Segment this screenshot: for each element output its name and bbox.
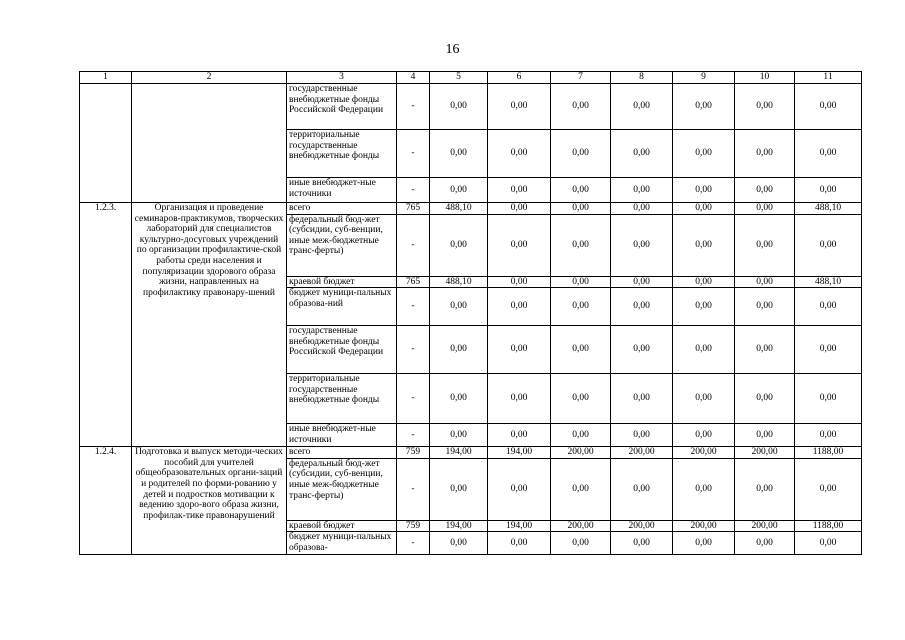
value-cell-c6: 0,00 <box>488 532 551 555</box>
value-cell-c7: 200,00 <box>551 520 611 532</box>
value-cell-c6: 0,00 <box>488 276 551 288</box>
value-cell-c11: 0,00 <box>795 458 862 520</box>
value-cell-c4: 765 <box>397 276 430 288</box>
funding-source: государственные внебюджетные фонды Российской Федерации <box>287 84 397 130</box>
value-cell-c7: 0,00 <box>551 532 611 555</box>
value-cell-c6: 0,00 <box>488 374 551 424</box>
value-cell-c5: 194,00 <box>430 520 488 532</box>
value-cell-c4: - <box>397 84 430 130</box>
value-cell-c6: 0,00 <box>488 203 551 215</box>
value-cell-c10: 0,00 <box>735 458 795 520</box>
value-cell-c6: 0,00 <box>488 84 551 130</box>
value-cell-c8: 0,00 <box>611 288 673 326</box>
budget-table <box>79 71 862 555</box>
value-cell-c5: 0,00 <box>430 178 488 203</box>
value-cell-c10: 0,00 <box>735 374 795 424</box>
header-cell: 8 <box>611 72 673 84</box>
value-cell-c5: 0,00 <box>430 130 488 178</box>
value-cell-c4: - <box>397 374 430 424</box>
value-cell-c6: 0,00 <box>488 288 551 326</box>
value-cell-c6: 0,00 <box>488 214 551 276</box>
value-cell-c7: 0,00 <box>551 424 611 447</box>
value-cell-c4: - <box>397 424 430 447</box>
value-cell-c5: 0,00 <box>430 458 488 520</box>
value-cell-c8: 0,00 <box>611 130 673 178</box>
value-cell-c10: 200,00 <box>735 520 795 532</box>
value-cell-c6: 0,00 <box>488 458 551 520</box>
value-cell-c8: 0,00 <box>611 178 673 203</box>
funding-source: краевой бюджет <box>287 276 397 288</box>
value-cell-c4: - <box>397 178 430 203</box>
value-cell-c4: 765 <box>397 203 430 215</box>
item-code: 1.2.4. <box>80 447 132 555</box>
value-cell-c10: 0,00 <box>735 288 795 326</box>
value-cell-c10: 0,00 <box>735 532 795 555</box>
header-cell: 9 <box>673 72 735 84</box>
funding-source: территориальные государственные внебюджетные фонды <box>287 374 397 424</box>
funding-source: всего <box>287 203 397 215</box>
value-cell-c7: 0,00 <box>551 374 611 424</box>
item-name <box>132 84 287 203</box>
value-cell-c7: 0,00 <box>551 458 611 520</box>
value-cell-c6: 0,00 <box>488 130 551 178</box>
table-row <box>80 203 862 215</box>
header-cell: 6 <box>488 72 551 84</box>
value-cell-c6: 0,00 <box>488 326 551 374</box>
value-cell-c11: 0,00 <box>795 424 862 447</box>
value-cell-c5: 488,10 <box>430 276 488 288</box>
value-cell-c11: 0,00 <box>795 288 862 326</box>
value-cell-c9: 0,00 <box>673 326 735 374</box>
value-cell-c4: - <box>397 214 430 276</box>
header-cell: 5 <box>430 72 488 84</box>
value-cell-c4: 759 <box>397 447 430 459</box>
value-cell-c9: 0,00 <box>673 288 735 326</box>
value-cell-c10: 0,00 <box>735 130 795 178</box>
page-number: 16 <box>445 42 460 57</box>
value-cell-c4: - <box>397 532 430 555</box>
value-cell-c5: 0,00 <box>430 374 488 424</box>
value-cell-c8: 0,00 <box>611 458 673 520</box>
value-cell-c4: - <box>397 326 430 374</box>
value-cell-c8: 0,00 <box>611 424 673 447</box>
header-cell: 1 <box>80 72 132 84</box>
value-cell-c4: - <box>397 458 430 520</box>
header-cell: 11 <box>795 72 862 84</box>
value-cell-c10: 0,00 <box>735 178 795 203</box>
funding-source: бюджет муници-пальных образова- <box>287 532 397 555</box>
value-cell-c8: 0,00 <box>611 532 673 555</box>
value-cell-c9: 0,00 <box>673 203 735 215</box>
value-cell-c6: 0,00 <box>488 178 551 203</box>
value-cell-c10: 0,00 <box>735 276 795 288</box>
header-cell: 10 <box>735 72 795 84</box>
value-cell-c10: 200,00 <box>735 447 795 459</box>
value-cell-c9: 0,00 <box>673 458 735 520</box>
value-cell-c7: 0,00 <box>551 326 611 374</box>
value-cell-c8: 200,00 <box>611 520 673 532</box>
funding-source: иные внебюджет-ные источники <box>287 424 397 447</box>
value-cell-c11: 488,10 <box>795 276 862 288</box>
value-cell-c9: 0,00 <box>673 276 735 288</box>
value-cell-c11: 0,00 <box>795 84 862 130</box>
value-cell-c8: 0,00 <box>611 276 673 288</box>
value-cell-c8: 200,00 <box>611 447 673 459</box>
value-cell-c11: 488,10 <box>795 203 862 215</box>
value-cell-c6: 0,00 <box>488 424 551 447</box>
value-cell-c7: 0,00 <box>551 288 611 326</box>
value-cell-c8: 0,00 <box>611 374 673 424</box>
value-cell-c7: 0,00 <box>551 130 611 178</box>
value-cell-c9: 200,00 <box>673 447 735 459</box>
value-cell-c10: 0,00 <box>735 424 795 447</box>
value-cell-c10: 0,00 <box>735 203 795 215</box>
value-cell-c11: 0,00 <box>795 374 862 424</box>
value-cell-c9: 0,00 <box>673 84 735 130</box>
funding-source: бюджет муници-пальных образова-ний <box>287 288 397 326</box>
value-cell-c8: 0,00 <box>611 203 673 215</box>
value-cell-c9: 0,00 <box>673 424 735 447</box>
value-cell-c6: 194,00 <box>488 520 551 532</box>
value-cell-c9: 200,00 <box>673 520 735 532</box>
value-cell-c9: 0,00 <box>673 178 735 203</box>
item-name: Подготовка и выпуск методи-ческих пособий для учителей общеобразовательных органи-заций и родителей по форми-рованию у детей и подростков мотивации к ведению здоро-вого образа жизни, профилак-тике правонарушений <box>132 447 287 555</box>
item-code: 1.2.3. <box>80 203 132 447</box>
value-cell-c4: - <box>397 130 430 178</box>
value-cell-c8: 0,00 <box>611 214 673 276</box>
value-cell-c9: 0,00 <box>673 374 735 424</box>
funding-source: федеральный бюд-жет (субсидии, суб-венции, иные меж-бюджетные транс-ферты) <box>287 214 397 276</box>
item-name: Организация и проведение семинаров-практикумов, творческих лабораторий для специалистов культурно-досуговых учреждений по организации профилактиче-ской работы среди населения и популяризации здорового образа жизни, направленных на профилактику правонару-шений <box>132 203 287 447</box>
value-cell-c10: 0,00 <box>735 84 795 130</box>
funding-source: государственные внебюджетные фонды Российской Федерации <box>287 326 397 374</box>
header-cell: 4 <box>397 72 430 84</box>
value-cell-c10: 0,00 <box>735 326 795 374</box>
table-row <box>80 84 862 130</box>
value-cell-c11: 0,00 <box>795 532 862 555</box>
value-cell-c8: 0,00 <box>611 84 673 130</box>
funding-source: территориальные государственные внебюджетные фонды <box>287 130 397 178</box>
value-cell-c5: 0,00 <box>430 214 488 276</box>
value-cell-c7: 0,00 <box>551 214 611 276</box>
value-cell-c5: 0,00 <box>430 326 488 374</box>
value-cell-c10: 0,00 <box>735 214 795 276</box>
header-cell: 7 <box>551 72 611 84</box>
table-row <box>80 447 862 459</box>
value-cell-c6: 194,00 <box>488 447 551 459</box>
header-cell: 3 <box>287 72 397 84</box>
value-cell-c5: 0,00 <box>430 288 488 326</box>
funding-source: всего <box>287 447 397 459</box>
item-code <box>80 84 132 203</box>
value-cell-c5: 0,00 <box>430 84 488 130</box>
funding-source: иные внебюджет-ные источники <box>287 178 397 203</box>
value-cell-c11: 1188,00 <box>795 447 862 459</box>
value-cell-c4: 759 <box>397 520 430 532</box>
funding-source: федеральный бюд-жет (субсидии, суб-венции, иные меж-бюджетные транс-ферты) <box>287 458 397 520</box>
header-row <box>80 72 862 84</box>
value-cell-c7: 0,00 <box>551 203 611 215</box>
value-cell-c9: 0,00 <box>673 532 735 555</box>
funding-source: краевой бюджет <box>287 520 397 532</box>
value-cell-c7: 200,00 <box>551 447 611 459</box>
value-cell-c11: 0,00 <box>795 214 862 276</box>
value-cell-c9: 0,00 <box>673 130 735 178</box>
value-cell-c8: 0,00 <box>611 326 673 374</box>
value-cell-c7: 0,00 <box>551 178 611 203</box>
value-cell-c5: 488,10 <box>430 203 488 215</box>
header-cell: 2 <box>132 72 287 84</box>
value-cell-c5: 0,00 <box>430 424 488 447</box>
value-cell-c7: 0,00 <box>551 84 611 130</box>
value-cell-c11: 0,00 <box>795 178 862 203</box>
value-cell-c4: - <box>397 288 430 326</box>
value-cell-c9: 0,00 <box>673 214 735 276</box>
value-cell-c11: 1188,00 <box>795 520 862 532</box>
value-cell-c11: 0,00 <box>795 130 862 178</box>
value-cell-c5: 0,00 <box>430 532 488 555</box>
value-cell-c5: 194,00 <box>430 447 488 459</box>
value-cell-c11: 0,00 <box>795 326 862 374</box>
value-cell-c7: 0,00 <box>551 276 611 288</box>
